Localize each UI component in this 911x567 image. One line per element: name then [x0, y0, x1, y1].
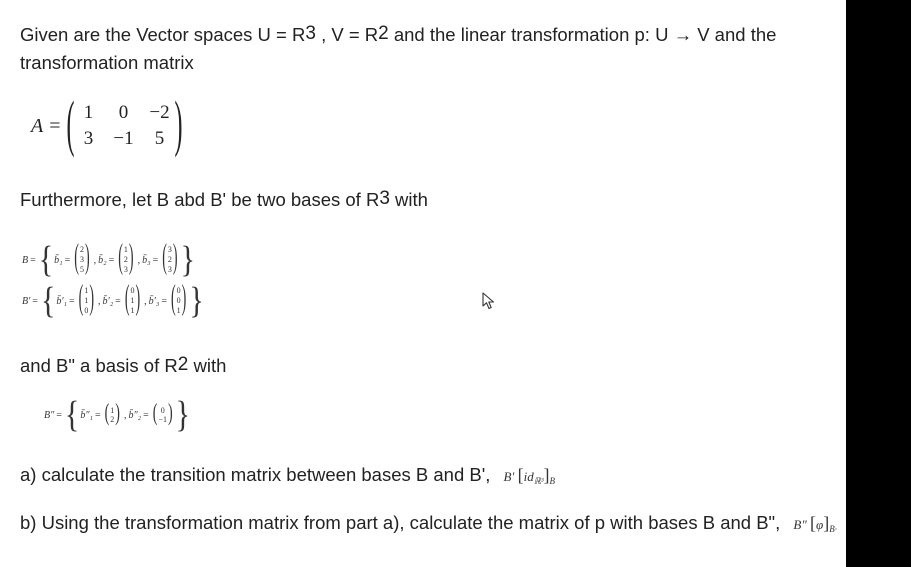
basis-b-double-prime-right-brace: } [175, 393, 191, 435]
intro-text-2: , V = R [315, 24, 379, 45]
basis-b-prime-label: B′ [22, 295, 31, 307]
matrix-a [31, 92, 183, 160]
part-a-formula-open: [ [517, 465, 524, 485]
and-paragraph [20, 352, 226, 380]
intro-text-1: Given are the Vector spaces U = R [20, 24, 306, 45]
basis-b-prime-formula: B′ = { b̄′₁ = ( 1 1 0 ) , b̄′₂ = ( 0 1 1 ) , b̄′₃ = ( 0 0 1 ) } [22, 279, 204, 321]
part-a-formula-body: id [523, 469, 534, 484]
basis-b-double-prime-vec1-e2: 2 [110, 415, 115, 424]
basis-b-vec2: ( 1 2 3 ) [118, 240, 134, 278]
matrix-a-r2c2: −1 [113, 128, 134, 149]
matrix-a-right-paren: ) [174, 92, 183, 160]
part-a-formula-suffix: B [549, 476, 556, 486]
intro-text-3: and the linear transformation p: U → V and the [388, 24, 777, 45]
furthermore-paragraph [20, 186, 428, 214]
basis-b-vec1-e1: 2 [79, 245, 84, 254]
basis-b-vec2-e2: 2 [123, 255, 128, 264]
basis-b-vec3-e3: 3 [167, 265, 172, 274]
basis-b-vec3-e2: 2 [167, 255, 172, 264]
basis-b-formula: B = { b̄₁ = ( 2 3 5 ) , b̄₂ = ( 1 2 3 ) , b̄₃ = ( 3 2 3 ) } [22, 238, 195, 280]
basis-b-vec2-name: b̄₂ [98, 254, 107, 266]
part-b-line [20, 509, 837, 543]
basis-b-vec2-e1: 1 [123, 245, 128, 254]
basis-b-left-brace: { [38, 238, 54, 280]
basis-b-double-prime-label: B″ [44, 409, 55, 421]
basis-b-prime-vec2-e1: 0 [130, 286, 135, 295]
part-b-formula-close: ] [823, 513, 830, 533]
basis-b-prime-vec3-e3: 1 [176, 306, 181, 315]
basis-b-prime-vec1-name: b̄′₁ [56, 295, 68, 307]
basis-b-prime-vec1-e1: 1 [84, 286, 89, 295]
basis-b-prime-vec1-e3: 0 [84, 306, 89, 315]
basis-b-vec1-e2: 3 [79, 255, 84, 264]
right-black-strip [846, 0, 911, 567]
intro-sup-2: 2 [378, 23, 389, 44]
basis-b-double-prime-vec1-name: b̄″₁ [80, 409, 93, 421]
matrix-a-name: A [31, 114, 44, 137]
basis-b-double-prime-vec2: ( 0 −1 ) [152, 401, 173, 427]
intro-sup-1: 3 [305, 23, 316, 44]
basis-b-prime-vec2-name: b̄′₂ [102, 295, 114, 307]
basis-b-double-prime-formula: B″ = { b̄″₁ = ( 1 2 ) , b̄″₂ = ( 0 −1 ) } [44, 393, 191, 435]
matrix-a-equals: = [49, 114, 61, 137]
basis-b-prime-vec2-e3: 1 [130, 306, 135, 315]
part-a-text: a) calculate the transition matrix between bases B and B', [20, 464, 491, 485]
basis-b-vec3-name: b̄₃ [142, 254, 151, 266]
basis-b-label: B [22, 254, 29, 266]
basis-b-double-prime-vec2-e1: 0 [160, 406, 165, 415]
basis-b-vec2-e3: 3 [123, 265, 128, 274]
matrix-a-r1c3: −2 [149, 102, 170, 123]
basis-b-double-prime-vec1: ( 1 2 ) [104, 401, 120, 427]
matrix-a-r1c1: 1 [83, 102, 94, 123]
basis-b-prime-vec3: ( 0 0 1 ) [170, 281, 187, 319]
basis-b-double-prime-vec1-e1: 1 [110, 406, 115, 415]
basis-b-prime-vec3-name: b̄′₃ [148, 295, 160, 307]
matrix-a-left-paren: ( [66, 92, 75, 160]
and-text-1: and B" a basis of R [20, 355, 178, 376]
mouse-pointer-icon [482, 292, 496, 310]
furthermore-text-1: Furthermore, let B abd B' be two bases of R [20, 189, 380, 210]
part-a-formula-prefix: B′ [503, 469, 515, 484]
part-b-formula [793, 513, 837, 534]
part-a-formula-sub: ℝ³ [533, 476, 544, 486]
basis-b-prime-vec3-e2: 0 [176, 296, 181, 305]
basis-b-vec3: ( 3 2 3 ) [162, 240, 178, 278]
part-a-line [20, 461, 555, 495]
intro-paragraph-line2: transformation matrix [20, 52, 194, 73]
basis-b-double-prime-left-brace: { [64, 393, 80, 435]
basis-b-prime-vec3-e1: 0 [176, 286, 181, 295]
intro-paragraph-line1 [20, 21, 776, 49]
and-text-2: with [188, 355, 227, 376]
and-sup: 2 [177, 354, 189, 375]
basis-b-vec3-e1: 3 [167, 245, 172, 254]
furthermore-text-2: with [389, 189, 428, 210]
matrix-a-entries [75, 100, 175, 152]
basis-b-prime-vec2-e2: 1 [130, 296, 135, 305]
basis-b-prime-left-brace: { [40, 279, 56, 321]
basis-b-prime-right-brace: } [189, 279, 204, 321]
matrix-a-r1c2: 0 [118, 102, 129, 123]
basis-b-prime-vec2: ( 0 1 1 ) [124, 281, 141, 319]
part-b-formula-body: φ [816, 517, 824, 532]
basis-b-vec1-name: b̄₁ [54, 254, 63, 266]
part-a-formula [503, 465, 556, 486]
basis-b-prime-vec1-e2: 1 [84, 296, 89, 305]
basis-b-vec1: ( 2 3 5 ) [74, 240, 90, 278]
part-a-formula-close: ] [543, 465, 550, 485]
basis-b-double-prime-vec2-e2: −1 [158, 415, 167, 424]
basis-b-right-brace: } [180, 238, 195, 280]
part-b-formula-open: [ [810, 513, 816, 533]
matrix-a-r2c1: 3 [83, 128, 94, 149]
furthermore-sup: 3 [379, 188, 390, 209]
part-b-text: b) Using the transformation matrix from part a), calculate the matrix of p with bases B and B", [20, 512, 781, 533]
basis-b-double-prime-vec2-name: b̄″₂ [128, 409, 142, 421]
basis-b-prime-vec1: ( 1 1 0 ) [78, 281, 94, 319]
basis-b-vec1-e3: 5 [79, 265, 84, 274]
part-b-formula-prefix: B″ [793, 517, 807, 532]
part-b-formula-suffix: B· [829, 524, 837, 534]
matrix-a-r2c3: 5 [154, 128, 165, 149]
